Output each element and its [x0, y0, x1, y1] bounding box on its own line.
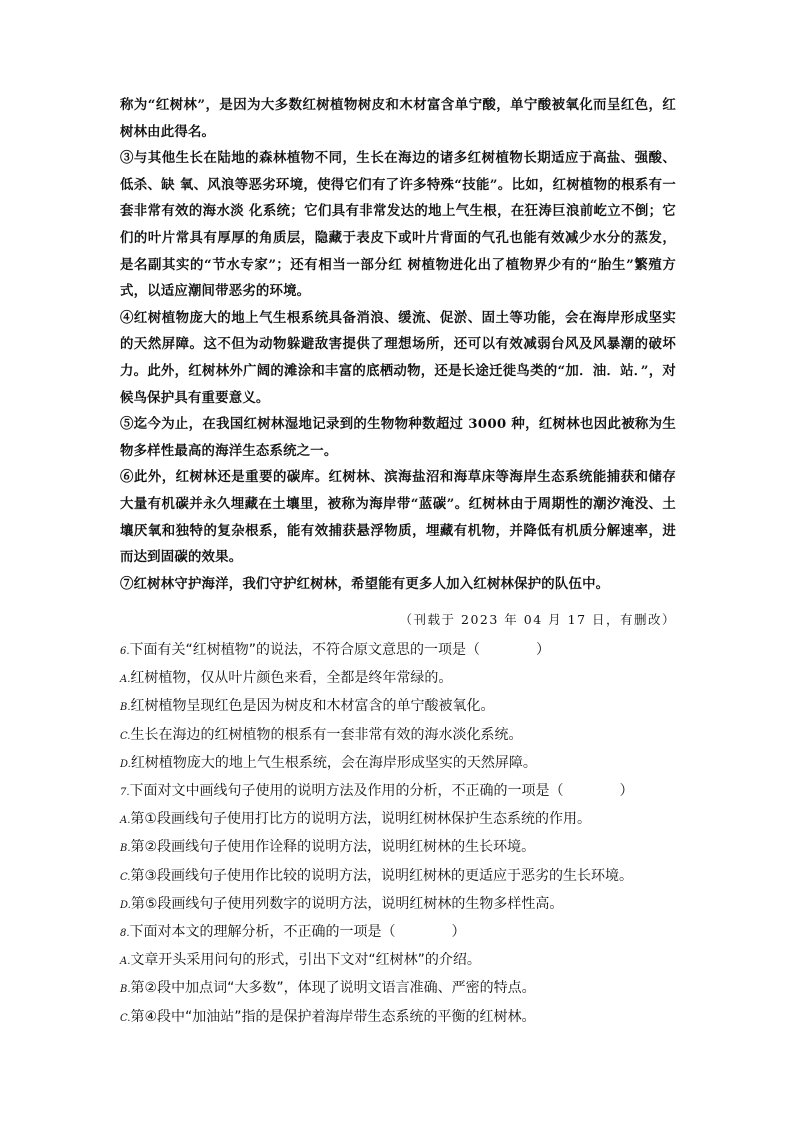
option-letter: B. [120, 843, 131, 855]
option-text: 第⑤段画线句子使用列数字的说明方法，说明红树林的生物多样性高。 [130, 895, 564, 912]
option-letter: C. [120, 1012, 131, 1024]
question-text: 下面有关“红树植物”的说法，不符合原文意思的一项是（ ） [129, 642, 551, 658]
option-letter: B. [120, 702, 131, 714]
passage-paragraph: ③与其他生长在陆地的森林植物不同，生长在海边的诸多红树植物长期适应于高盐、强酸、低杀、缺 氧、风浪等恶劣环境，使得它们有了许多特殊“技能”。比如，红树植物的根系有一套非常有效的海水淡 化系统；它们具有非常发达的地上气生根，在狂涛巨浪前屹立不倒；它们的叶片常具有厚厚的角质层，隐藏于表皮下或叶片背面的气孔也能有效减少水分的蒸发，是名副其实的“节水专家”；还有相当一部分红 树植物进化出了植物界少有的“胎生”繁殖方式，以适应潮间带恶劣的环境。 [120, 150, 676, 300]
passage-paragraph: ⑤迄今为止，在我国红树林湿地记录到的生物物种数超过 3000 种，红树林也因此被称为生物多样性最高的海洋生态系统之一。 [120, 416, 676, 459]
option-text: 红树植物庞大的地上气生根系统，会在海岸形成坚实的天然屏障。 [130, 754, 537, 771]
question-stem [120, 637, 676, 665]
question-stem [120, 778, 676, 806]
option-text: 第③段画线句子使用作比较的说明方法，说明红树林的更适应于恶劣的生长环境。 [130, 867, 634, 884]
answer-option [120, 975, 676, 1003]
option-text: 红树植物，仅从叶片颜色来看，全都是终年常绿的。 [130, 670, 453, 687]
option-text: 红树植物呈现红色是因为树皮和木材富含的单宁酸被氧化。 [130, 698, 495, 715]
option-text: 文章开头采用问句的形式，引出下文对“红树林”的介绍。 [130, 952, 481, 969]
answer-option [120, 693, 676, 721]
option-letter: A. [120, 956, 131, 968]
question-number: 8. [120, 928, 130, 940]
source-citation: （刊载于 2023 年 04 月 17 日，有删改） [399, 612, 676, 627]
answer-option [120, 1004, 676, 1032]
option-letter: C. [120, 871, 131, 883]
option-letter: B. [120, 984, 131, 996]
question-number: 7. [120, 787, 130, 799]
passage-paragraph: ⑥此外，红树林还是重要的碳库。红树林、滨海盐沼和海草床等海岸生态系统能捕获和储存大量有机碳并永久埋藏在土壤里，被称为海岸带“蓝碳”。红树林由于周期性的潮汐淹没、土壤厌氧和独特的复杂根系，能有效捕获悬浮物质，埋藏有机物，并降低有机质分解速率，进而达到固碳的效果。 [120, 469, 676, 566]
question-stem [120, 919, 676, 947]
option-text: 第②段中加点词“大多数”，体现了说明文语言准确、严密的特点。 [130, 980, 536, 997]
option-letter: A. [120, 815, 131, 827]
passage-paragraph: 称为“红树林”，是因为大多数红树植物树皮和木材富含单宁酸，单宁酸被氧化而呈红色，红树林由此得名。 [120, 97, 676, 140]
option-text: 第②段画线句子使用作诠释的说明方法，说明红树林的生长环境。 [130, 839, 536, 856]
answer-option [120, 722, 676, 750]
answer-option [120, 750, 676, 778]
answer-option [120, 947, 676, 975]
option-letter: D. [120, 899, 131, 911]
answer-option [120, 863, 676, 891]
answer-option [120, 806, 676, 834]
answer-option [120, 665, 676, 693]
answer-option [120, 834, 676, 862]
answer-option [120, 891, 676, 919]
option-text: 第④段中“加油站”指的是保护着海岸带生态系统的平衡的红树林。 [130, 1008, 536, 1025]
passage-paragraph: ⑦红树林守护海洋，我们守护红树林，希望能有更多人加入红树林保护的队伍中。 [120, 575, 610, 592]
question-number: 6. [120, 646, 130, 657]
question-text: 下面对文中画线句子使用的说明方法及作用的分析，不正确的一项是（ ） [129, 783, 634, 800]
question-list [120, 637, 676, 1032]
reading-passage [120, 92, 676, 597]
option-letter: C. [120, 730, 131, 742]
option-letter: A. [120, 674, 131, 686]
option-text: 第①段画线句子使用打比方的说明方法，说明红树林保护生态系统的作用。 [130, 811, 591, 828]
option-letter: D. [120, 758, 131, 770]
question-text: 下面对本文的理解分析，不正确的一项是（ ） [129, 924, 466, 941]
option-text: 生长在海边的红树植物的根系有一套非常有效的海水淡化系统。 [130, 726, 523, 743]
passage-paragraph: ④红树植物庞大的地上气生根系统具备消浪、缓流、促淤、固土等功能，会在海岸形成坚实的天然屏障。这不但为动物躲避敌害提供了理想场所，还可以有效减弱台风及风暴潮的破坏力。此外，红树林外广阔的滩涂和丰富的底栖动物，还是长途迁徙鸟类的“加．油．站．”，对候鸟保护具有重要意义。 [120, 309, 676, 406]
